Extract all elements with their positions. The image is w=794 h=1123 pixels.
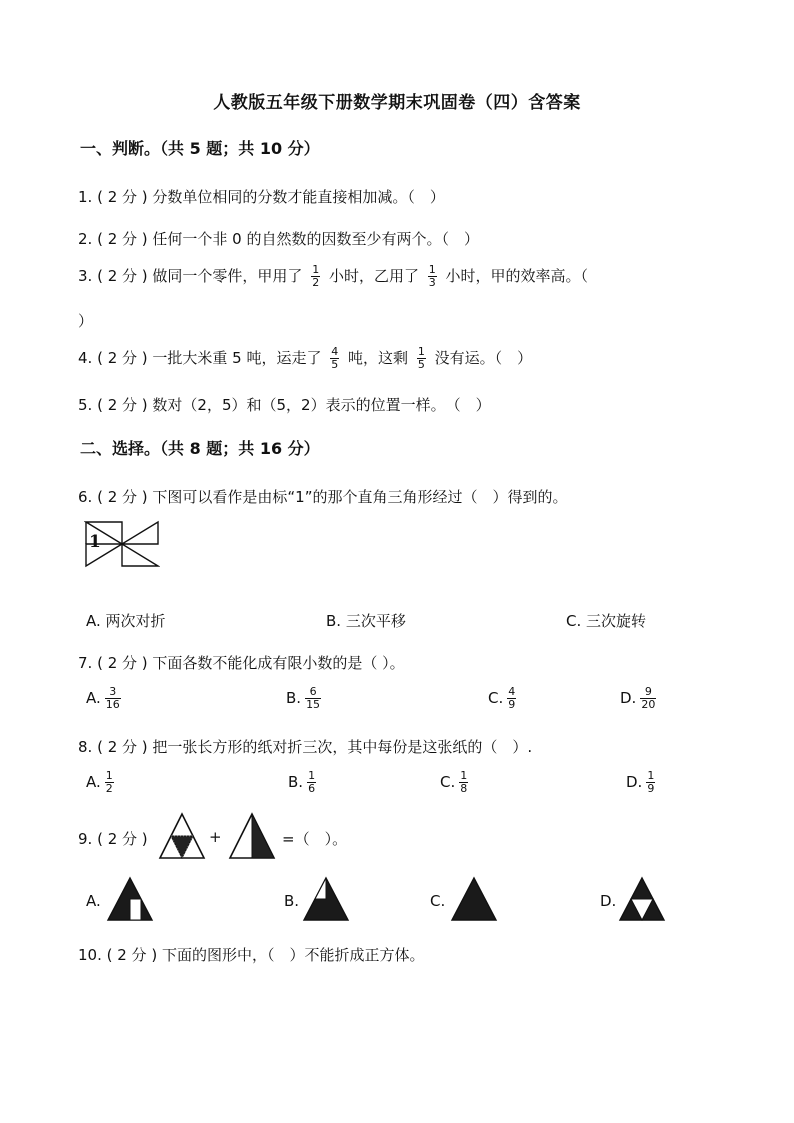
- question-9-prefix: 9. ( 2 分 ): [78, 830, 148, 848]
- question-3-continued: ）: [78, 312, 94, 330]
- q8-option-c-fraction: [459, 770, 468, 795]
- q7-option-a[interactable]: [86, 686, 125, 711]
- q8-option-d-fraction: [646, 770, 655, 795]
- q8-option-a-num: 1: [105, 769, 113, 782]
- q8-option-c-den: 8: [460, 782, 468, 795]
- q8-option-c[interactable]: [440, 770, 472, 795]
- q4-fraction-1-num: 4: [331, 345, 339, 358]
- q7-option-c-fraction: [507, 686, 516, 711]
- q7-option-b-letter: B.: [286, 689, 302, 707]
- q3-text-3: 小时，甲的效率高。（: [445, 267, 589, 285]
- q8-option-b-den: 6: [308, 782, 316, 795]
- q7-option-d[interactable]: [620, 686, 660, 711]
- q8-option-b-num: 1: [308, 769, 316, 782]
- q9-option-c-label[interactable]: C.: [430, 892, 446, 910]
- question-3: [78, 264, 588, 289]
- q4-text-1: 4. ( 2 分 ) 一批大米重 5 吨，运走了: [78, 349, 322, 367]
- question-1: 1. ( 2 分 ) 分数单位相同的分数才能直接相加减。（ ）: [78, 188, 445, 206]
- q8-option-b-fraction: [307, 770, 316, 795]
- q9-option-d-triangle[interactable]: [618, 876, 666, 922]
- q7-option-a-num: 3: [109, 685, 117, 698]
- question-9-suffix: =（ ）。: [282, 830, 348, 848]
- q6-option-b[interactable]: B. 三次平移: [326, 612, 406, 630]
- q9-option-a-triangle[interactable]: [106, 876, 154, 922]
- question-5: 5. ( 2 分 ) 数对（2，5）和（5，2）表示的位置一样。 （ ）: [78, 396, 491, 414]
- q8-option-b[interactable]: [288, 770, 320, 795]
- q8-option-a-letter: A.: [86, 773, 101, 791]
- q8-option-a-den: 2: [105, 782, 113, 795]
- q8-option-b-letter: B.: [288, 773, 304, 791]
- q8-option-d[interactable]: [626, 770, 659, 795]
- q7-option-d-den: 20: [641, 698, 656, 711]
- q9-option-a-label[interactable]: A.: [86, 892, 101, 910]
- q7-option-c[interactable]: [488, 686, 520, 711]
- q4-fraction-2-den: 5: [417, 358, 425, 371]
- q3-text-2: 小时，乙用了: [328, 267, 419, 285]
- q9-option-c-triangle[interactable]: [450, 876, 498, 922]
- page-title: 人教版五年级下册数学期末巩固卷（四）含答案: [213, 93, 581, 113]
- q7-option-a-den: 16: [105, 698, 120, 711]
- q4-fraction-2: [417, 346, 426, 371]
- q8-option-c-num: 1: [460, 769, 468, 782]
- q8-option-d-den: 9: [647, 782, 655, 795]
- question-2: 2. ( 2 分 ) 任何一个非 0 的自然数的因数至少有两个。（ ）: [78, 230, 479, 248]
- question-8: 8. ( 2 分 ) 把一张长方形的纸对折三次，其中每份是这张纸的（ ）.: [78, 738, 533, 756]
- pinwheel-figure: [84, 520, 160, 568]
- question-10: 10. ( 2 分 ) 下面的图形中，（ ）不能折成正方体。: [78, 946, 425, 964]
- q9-triangle-center-shaded: [158, 812, 206, 860]
- question-7: 7. ( 2 分 ) 下面各数不能化成有限小数的是（ ）。: [78, 654, 405, 672]
- q7-option-c-letter: C.: [488, 689, 504, 707]
- q6-option-a[interactable]: A. 两次对折: [86, 612, 166, 630]
- q3-fraction-1: [311, 264, 320, 289]
- q9-option-b-label[interactable]: B.: [284, 892, 300, 910]
- q4-text-3: 没有运。（ ）: [434, 349, 533, 367]
- q4-fraction-1-den: 5: [331, 358, 339, 371]
- q8-option-a[interactable]: [86, 770, 118, 795]
- q3-fraction-1-den: 2: [312, 276, 320, 289]
- q7-option-b-num: 6: [309, 685, 317, 698]
- q8-option-d-num: 1: [647, 769, 655, 782]
- q7-option-c-num: 4: [508, 685, 516, 698]
- q7-option-d-letter: D.: [620, 689, 637, 707]
- section-heading-choice: 二、选择。（共 8 题；共 16 分）: [80, 439, 320, 458]
- q7-option-b-fraction: [305, 686, 321, 711]
- section-heading-judgement: 一、判断。（共 5 题；共 10 分）: [80, 139, 320, 158]
- question-4: [78, 346, 532, 371]
- q7-option-a-letter: A.: [86, 689, 101, 707]
- figure-label-1: 1: [89, 532, 101, 552]
- q3-fraction-2: [428, 264, 437, 289]
- question-6: 6. ( 2 分 ) 下图可以看作是由标“1”的那个直角三角形经过（ ）得到的。: [78, 488, 568, 506]
- q7-option-a-fraction: [105, 686, 121, 711]
- q3-fraction-2-num: 1: [428, 263, 436, 276]
- q6-option-c[interactable]: C. 三次旋转: [566, 612, 647, 630]
- q4-text-2: 吨，这剩: [348, 349, 409, 367]
- q9-option-d-label[interactable]: D.: [600, 892, 617, 910]
- q7-option-b[interactable]: [286, 686, 325, 711]
- q9-triangle-right-half-shaded: [228, 812, 276, 860]
- q8-option-c-letter: C.: [440, 773, 456, 791]
- q9-option-b-triangle[interactable]: [302, 876, 350, 922]
- q3-fraction-1-num: 1: [312, 263, 320, 276]
- q8-option-a-fraction: [105, 770, 114, 795]
- q3-text-1: 3. ( 2 分 ) 做同一个零件，甲用了: [78, 267, 303, 285]
- q8-option-d-letter: D.: [626, 773, 643, 791]
- q7-option-d-num: 9: [644, 685, 652, 698]
- q7-option-d-fraction: [640, 686, 656, 711]
- q7-option-b-den: 15: [306, 698, 321, 711]
- q3-fraction-2-den: 3: [428, 276, 436, 289]
- plus-sign: +: [209, 828, 222, 846]
- q4-fraction-2-num: 1: [417, 345, 425, 358]
- q7-option-c-den: 9: [508, 698, 516, 711]
- q4-fraction-1: [330, 346, 339, 371]
